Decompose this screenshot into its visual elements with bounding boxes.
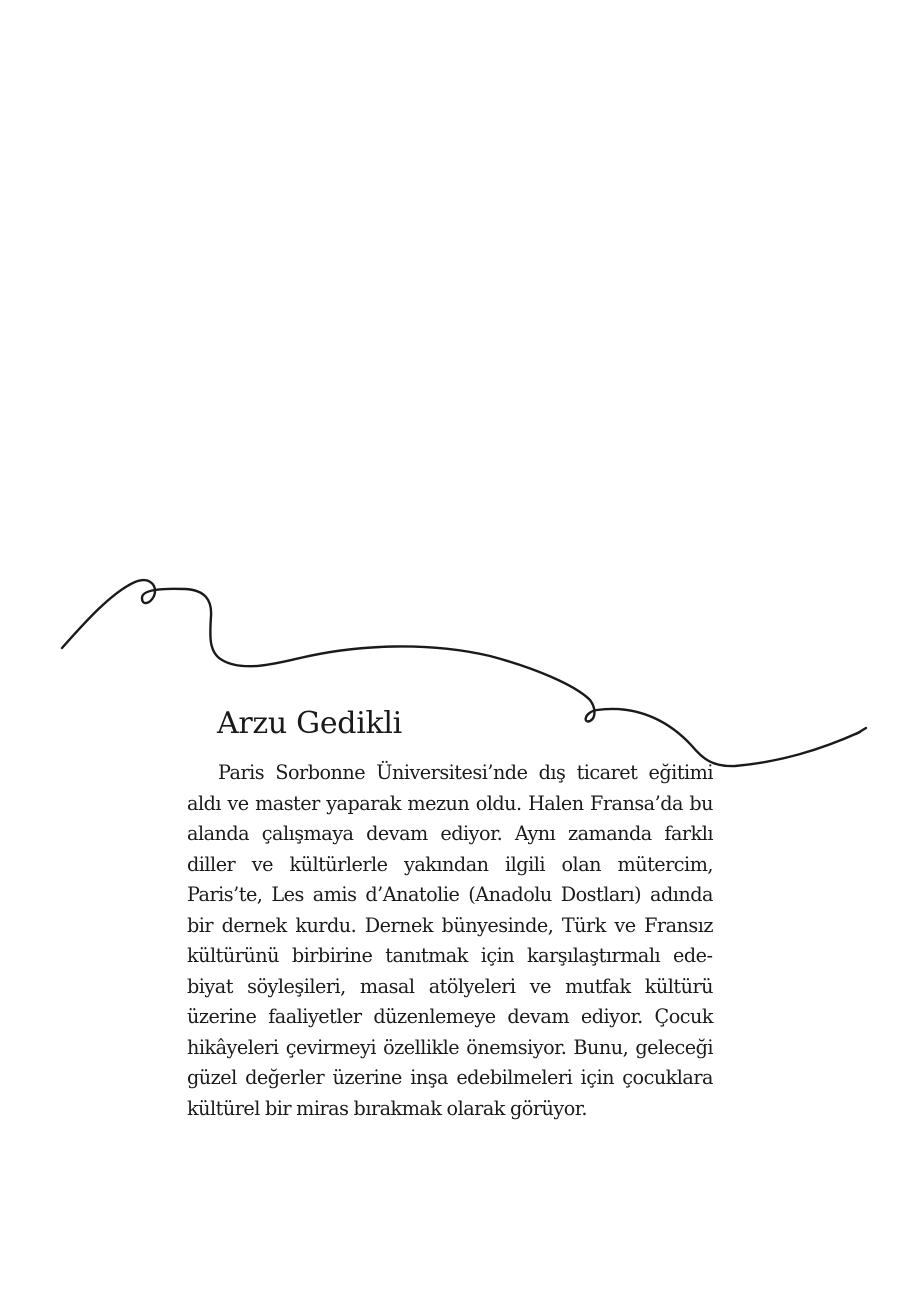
author-bio-text: Paris Sorbonne Üniversitesi’nde dış ticaret eğitimi aldı ve master yaparak mezun oldu. Halen Fransa’da bu alanda çalışmaya devam ediyor. Aynı zamanda farklı diller ve kültürlerle yakından ilgili olan mütercim, Paris’te, Les amis d’Anatolie (Anadolu Dostları) adında bir dernek kurdu. Dernek bünyesinde, Türk ve Fransız kültürünü birbirine tanıtmak için karşılaştırmalı edebiyat söyleşileri, masal atölyeleri ve mutfak kültürü üzerine faaliyetler düzenlemeye devam ediyor. Çocuk hikâyeleri çevirmeyi özellikle önemsiyor. Bunu, geleceği güzel değerler üzerine inşa edebilmeleri için çocuklara kültürel bir miras bırakmak olarak görüyor. bbox=[187, 761, 713, 1120]
author-name: Arzu Gedikli bbox=[217, 706, 402, 741]
author-bio-section bbox=[187, 704, 713, 1124]
curved-line-tail bbox=[856, 728, 866, 734]
